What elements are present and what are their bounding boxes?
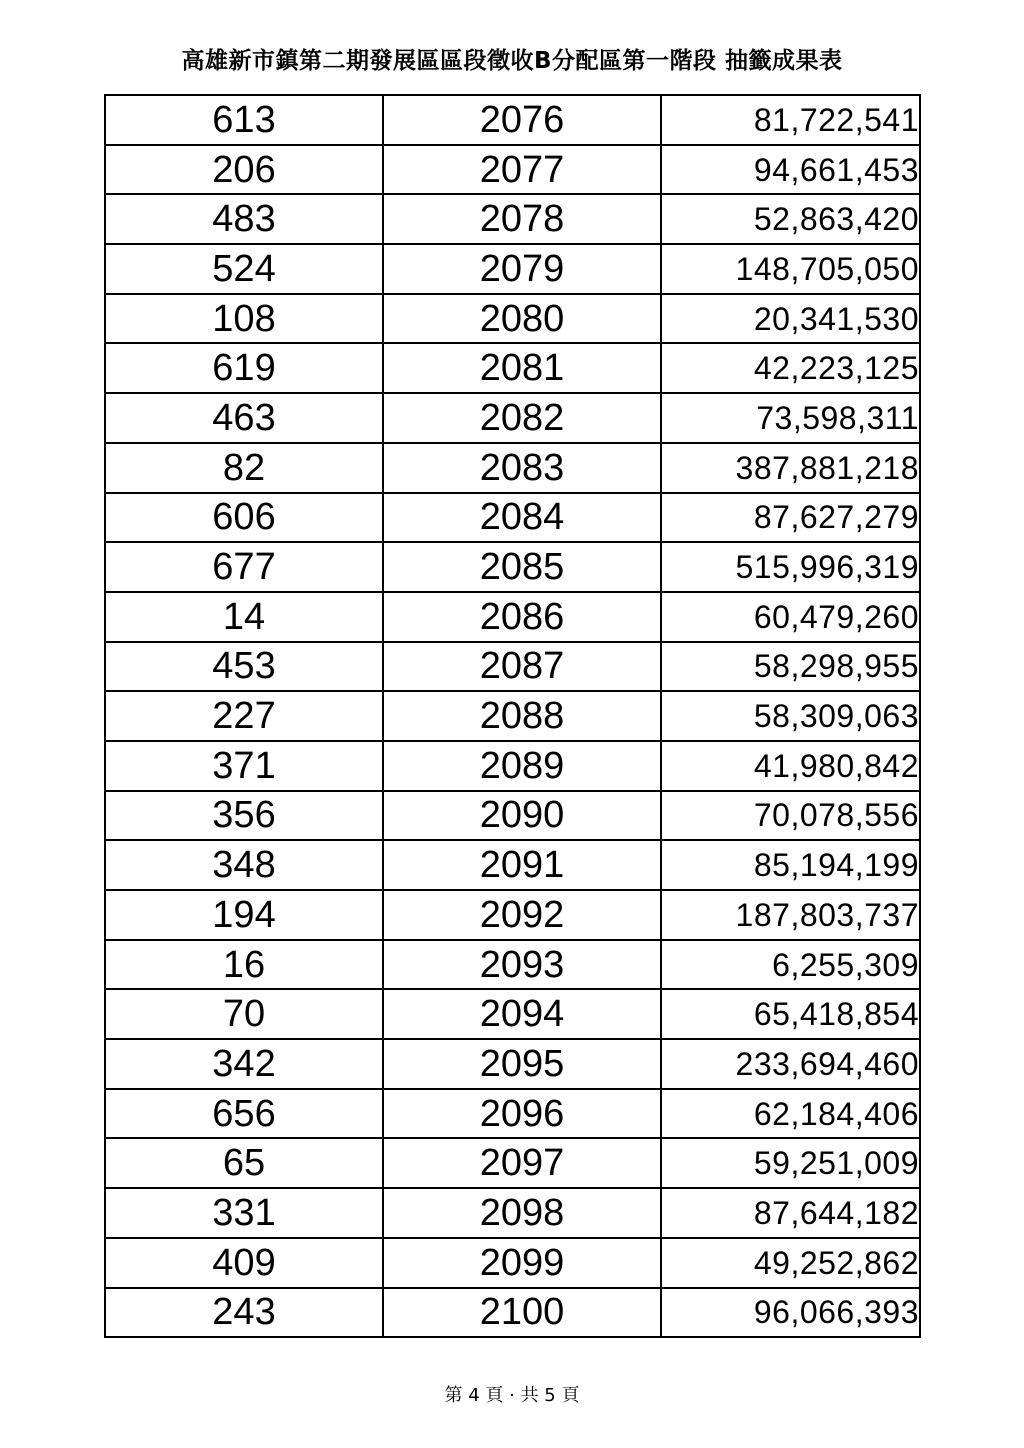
table-row: [105, 1039, 920, 1089]
table-row: [105, 989, 920, 1039]
cell-amount: 387,881,218: [661, 443, 920, 493]
cell-amount: 515,996,319: [661, 542, 920, 592]
cell-number-a: 65: [105, 1138, 383, 1188]
cell-number-b: 2081: [383, 343, 661, 393]
cell-number-b: 2079: [383, 244, 661, 294]
cell-number-b: 2090: [383, 791, 661, 841]
cell-number-b: 2077: [383, 145, 661, 195]
table-row: [105, 592, 920, 642]
cell-number-a: 348: [105, 840, 383, 890]
table-row: [105, 691, 920, 741]
table-row: [105, 145, 920, 195]
table-row: [105, 294, 920, 344]
cell-number-a: 606: [105, 493, 383, 543]
cell-number-a: 16: [105, 940, 383, 990]
cell-number-a: 342: [105, 1039, 383, 1089]
table-row: [105, 244, 920, 294]
cell-number-a: 619: [105, 343, 383, 393]
cell-amount: 65,418,854: [661, 989, 920, 1039]
cell-amount: 62,184,406: [661, 1089, 920, 1139]
table-row: [105, 393, 920, 443]
table-row: [105, 1138, 920, 1188]
cell-number-a: 677: [105, 542, 383, 592]
table-row: [105, 95, 920, 145]
cell-number-b: 2088: [383, 691, 661, 741]
cell-number-b: 2076: [383, 95, 661, 145]
table-row: [105, 443, 920, 493]
table-row: [105, 1188, 920, 1238]
cell-number-a: 483: [105, 194, 383, 244]
table-row: [105, 194, 920, 244]
cell-amount: 187,803,737: [661, 890, 920, 940]
cell-number-b: 2080: [383, 294, 661, 344]
cell-number-a: 194: [105, 890, 383, 940]
table-row: [105, 1089, 920, 1139]
cell-amount: 233,694,460: [661, 1039, 920, 1089]
cell-amount: 49,252,862: [661, 1238, 920, 1288]
cell-number-b: 2087: [383, 642, 661, 692]
cell-amount: 59,251,009: [661, 1138, 920, 1188]
cell-number-b: 2097: [383, 1138, 661, 1188]
table-row: [105, 343, 920, 393]
cell-number-a: 453: [105, 642, 383, 692]
cell-amount: 52,863,420: [661, 194, 920, 244]
cell-amount: 41,980,842: [661, 741, 920, 791]
cell-number-b: 2093: [383, 940, 661, 990]
cell-amount: 148,705,050: [661, 244, 920, 294]
cell-number-b: 2086: [383, 592, 661, 642]
cell-number-b: 2100: [383, 1288, 661, 1338]
cell-number-b: 2091: [383, 840, 661, 890]
cell-amount: 6,255,309: [661, 940, 920, 990]
cell-number-a: 613: [105, 95, 383, 145]
cell-number-a: 82: [105, 443, 383, 493]
cell-number-a: 371: [105, 741, 383, 791]
cell-amount: 87,627,279: [661, 493, 920, 543]
table-row: [105, 840, 920, 890]
cell-number-b: 2084: [383, 493, 661, 543]
cell-number-a: 14: [105, 592, 383, 642]
cell-amount: 58,298,955: [661, 642, 920, 692]
cell-number-b: 2085: [383, 542, 661, 592]
table-row: [105, 940, 920, 990]
cell-number-a: 227: [105, 691, 383, 741]
cell-amount: 96,066,393: [661, 1288, 920, 1338]
page-title: 高雄新市鎮第二期發展區區段徵收B分配區第一階段 抽籤成果表: [181, 48, 843, 74]
table-row: [105, 741, 920, 791]
table-row: [105, 542, 920, 592]
table-row: [105, 1288, 920, 1338]
cell-number-a: 243: [105, 1288, 383, 1338]
cell-number-b: 2089: [383, 741, 661, 791]
cell-number-a: 356: [105, 791, 383, 841]
cell-number-b: 2099: [383, 1238, 661, 1288]
cell-amount: 42,223,125: [661, 343, 920, 393]
cell-amount: 94,661,453: [661, 145, 920, 195]
cell-number-b: 2078: [383, 194, 661, 244]
cell-amount: 85,194,199: [661, 840, 920, 890]
page-number: 第 4 頁 · 共 5 頁: [444, 1385, 580, 1406]
cell-amount: 70,078,556: [661, 791, 920, 841]
table-body: [105, 95, 920, 1337]
cell-number-b: 2094: [383, 989, 661, 1039]
cell-amount: 58,309,063: [661, 691, 920, 741]
table-row: [105, 791, 920, 841]
table-row: [105, 493, 920, 543]
cell-number-b: 2095: [383, 1039, 661, 1089]
cell-amount: 81,722,541: [661, 95, 920, 145]
cell-number-a: 206: [105, 145, 383, 195]
cell-number-b: 2082: [383, 393, 661, 443]
table-row: [105, 890, 920, 940]
cell-number-a: 656: [105, 1089, 383, 1139]
cell-amount: 60,479,260: [661, 592, 920, 642]
cell-amount: 73,598,311: [661, 393, 920, 443]
table-row: [105, 642, 920, 692]
cell-number-b: 2083: [383, 443, 661, 493]
cell-number-a: 524: [105, 244, 383, 294]
cell-number-b: 2096: [383, 1089, 661, 1139]
cell-number-a: 463: [105, 393, 383, 443]
cell-number-a: 331: [105, 1188, 383, 1238]
cell-amount: 20,341,530: [661, 294, 920, 344]
cell-number-b: 2092: [383, 890, 661, 940]
cell-number-b: 2098: [383, 1188, 661, 1238]
cell-number-a: 108: [105, 294, 383, 344]
cell-amount: 87,644,182: [661, 1188, 920, 1238]
table-row: [105, 1238, 920, 1288]
cell-number-a: 409: [105, 1238, 383, 1288]
lottery-results-table: [104, 94, 921, 1338]
cell-number-a: 70: [105, 989, 383, 1039]
